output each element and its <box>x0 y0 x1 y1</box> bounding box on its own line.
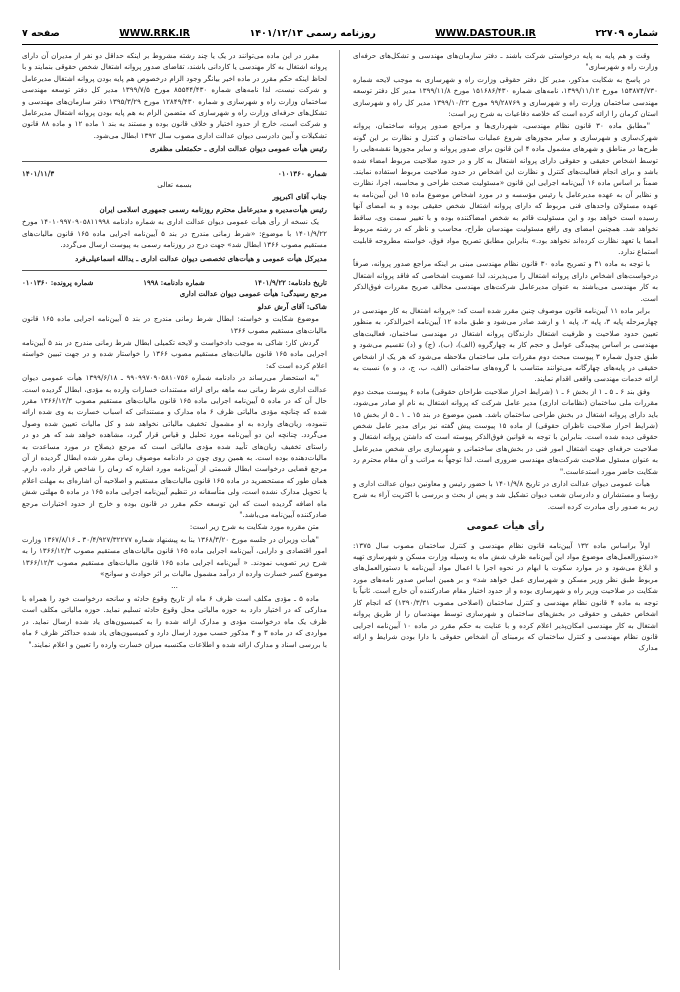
rrk-site-link[interactable]: WWW.RRK.IR <box>119 27 190 39</box>
paragraph: ماده ۵ ـ مؤدی مکلف است ظرف ۶ ماه از تاریخ وقوع حادثه و سانحه درخواست خود را همراه با مدارکی که در اختیار دارد به حوزه مالیاتی محل وقوع حادثه تسلیم نماید. حوزه مالیاتی مکلف است ظرف یک ماه درخواست مؤدی و مدارک ارائه شده را به کمیسیون‌های یاد شده ارسال نماید. در مواردی که در ماده ۳ و ۴ مذکور حسب مورد ارسال دارد و کمیسیون‌های یاد شده حداکثر ظرف ۶ ماه با بررسی اسناد و مدارک ارائه شده و اطلاعات مکتسبه میزان خسارت وارده را تعیین و اعلام نمایند." <box>22 593 327 649</box>
subject: موضوع شکایت و خواسته: ابطال شرط زمانی مندرج در بند ۵ آیین‌نامه اجرایی ماده ۱۶۵ قانون مالیات‌های مستقیم مصوب ۱۳۶۶ <box>22 314 327 335</box>
bismillah: بسمه تعالی <box>157 180 192 190</box>
authority: مرجع رسیدگی: هیأت عمومی دیوان عدالت اداری <box>179 289 327 299</box>
ellipsis: ... <box>171 581 178 591</box>
ruling-date: تاریخ دادنامه: ۱۴۰۱/۹/۲۲ <box>254 277 327 287</box>
letter-reference <box>22 168 327 179</box>
ruling-number: شماره دادنامه: ۱۹۹۸ <box>143 277 205 287</box>
header-rule <box>22 44 658 45</box>
right-column <box>353 50 658 970</box>
complainant: شاکی: آقای آرش عدلو <box>257 301 327 311</box>
paragraph: وقت و هم پایه به پایه درخواستی شرکت باشند ـ دفتر سازمان‌های مهندسی و تشکل‌های حرفه‌ای وزارت راه و شهرسازی" <box>353 51 658 72</box>
paragraph: گردش کار: شاکی به موجب دادخواست و لایحه تکمیلی ابطال شرط زمانی مندرج در بند ۵ آیین‌نامه اجرایی ماده ۱۶۵ قانون مالیات‌های مستقیم مصوب ۱۳۶۶ را خواستار شده و در جهت تبیین خواسته اعلام کرده است که: <box>22 337 327 370</box>
addressee-title: رئیس هیأت‌مدیره و مدیرعامل محترم روزنامه رسمی جمهوری اسلامی ایران <box>99 204 327 214</box>
paragraph: "هیأت وزیران در جلسه مورخ ۱۳۶۸/۳/۲۰ بنا به پیشنهاد شماره ۳۰/۴/۹۲۷/۳۲۲۷۷ ـ ۱۳۶۷/۸/۱۶ وزارت امور اقتصادی و دارایی، آیین‌نامه اجرایی ماده ۱۶۵ قانون مالیات‌های مستقیم مصوب ۱۳۶۶/۱۲/۳ را به شرح زیر تصویب نمودند. « آیین‌نامه اجرایی ماده ۱۶۵ قانون مالیات‌های مستقیم مصوب ۱۳۶۶/۱۲/۳ موضوع کسر خسارت وارده از درآمد مشمول مالیات بر اثر حوادث و سوانح» <box>22 534 327 579</box>
paragraph: وفق بند ۶ ـ ۵ ـ ۱ از بخش ۶ ـ ۱ (شرایط احراز صلاحیت طراحان حقوقی) ماده ۶ پیوست مبحث دوم مقررات ملی ساختمان (نظامات اداری) مدیر عامل شرکت که پروانه اشتغال به نام او صادر می‌شود، باید دارای پروانه اشتغال در بخش طراحی ساختمان باشد. همین موضوع در بند ۱۵ ـ ۱ ـ ۵ از بخش ۱۵ (شرایط احراز صلاحیت ناظران حقوقی) از ماده ۱۵ پیوست پیش گفته نیز برای مدیر عامل شخص حقوقی دیده شده است. بنابراین با توجه به قوانین فوق‌الذکر پیوسته است که داشتن پروانه اشتغال و صلاحیت حرفه‌ای جهت اشتغال امور فنی در بخش‌های ساختمانی و شهرسازی برای شخص مدیرعامل به عنوان مسئول صلاحیت شرکت‌های مهندسی ضروری است. لذا توجهاً به مراتب و آن مقام محترم رد شکایت حاضر مورد استدعاست." <box>353 386 658 476</box>
letter-number: شماره ۰۱۰۱۳۶۰ <box>277 168 327 178</box>
paragraph: متن مقرره مورد شکایت به شرح زیر است: <box>189 522 319 532</box>
ruling-meta <box>22 277 327 288</box>
paragraph: اولاً براساس ماده ۱۳۲ آیین‌نامه قانون نظام مهندسی و کنترل ساختمان مصوب سال ۱۳۷۵: «دستورالعمل‌های موضوع مواد این آیین‌نامه ظرف شش ماه به وسیله وزارت مسکن و شهرسازی تهیه و ابلاغ می‌شود و در موارد سکوت یا ابهام در نحوه اجرا با اعمال مواد آیین‌نامه با دستورالعمل‌های مربوط طبق نظر وزیر مسکن و شهرسازی عمل خواهد شد» و بر همین اساس صدور نامه‌های مورد شکایت در صلاحیت وزیر راه و شهرسازی بوده و از حدود اختیار مقام صادرکننده آن خارج است. ثانیاً با توجه به ماده ۴ قانون نظام مهندسی و کنترل ساختمان (اصلاحی مصوب ۱۳۹۰/۳/۳۱) که انجام کار اشخاص حقیقی و حقوقی در بخش‌های ساختمان و شهرسازی توسط مهندسان را از طریق پروانه اشتغال به کار مهندسی امکان‌پذیر اعلام کرده و با عنایت به حکم مقرر در ماده ۱۰ آیین‌نامه اجرایی قانون نظام مهندسی و کنترل ساختمان که برمبنای آن اشخاص حقوقی با دارا بودن شرایط و ارائه مدارک <box>353 540 658 653</box>
gazette-date: روزنامه رسمی ۱۴۰۱/۱۲/۱۳ <box>249 27 376 39</box>
signature: رئیس هیأت عمومی دیوان عدالت اداری ـ حکمتعلی مظفری <box>149 144 327 154</box>
paragraph: در پاسخ به شکایت مذکور، مدیر کل دفتر حقوقی وزارت راه و شهرسازی به موجب لایحه شماره ۱۵۳۸۷۴/۷۳۰ مورخ ۱۳۹۹/۱۱/۱۲، نامه‌های شماره ۱۵۱۶۸۶/۴۳۰ مورخ ۱۳۹۹/۱۱/۸ مدیر کل دفتر توسعه مهندسی ساختمان وزارت راه و شهرسازی و ۹۹/۲۸۷۶۹ مورخ ۱۳۹۹/۱۰/۲۲ مدیر کل راه و شهرسازی استان کرمان را ارائه کرده است که خلاصه دفاعیات به شرح زیر است: <box>353 74 658 119</box>
section-heading: رأی هیأت عمومی <box>466 522 545 533</box>
signature: مدیرکل هیأت عمومی و هیأت‌های تخصصی دیوان عدالت اداری ـ یدالله اسماعیلی‌فرد <box>75 253 327 263</box>
page-number: صفحه ۷ <box>22 27 60 39</box>
dastour-site-link[interactable]: WWW.DASTOUR.IR <box>435 27 536 39</box>
separator <box>22 161 327 162</box>
paragraph: مقرر در این ماده می‌توانند در یک یا چند رشته مشروط بر اینکه حداقل دو نفر از مدیران آن دارای پروانه اشتغال به کار مهندسی یا کاردانی باشند، تقاضای صدور پروانه اشتغال شخص حقوقی بنمایند و با لحاظ اینکه حکم مقرر در ماده اخیر بیانگر وجود الزام درخصوص هم پایه بودن پروانه اشتغال مدیرعامل و شرکت نیست، لذا نامه‌های شماره ۸۵۵۴۴/۴۳۰ مورخ ۱۳۹۹/۷/۵ مدیر کل دفتر توسعه مهندسی ساختمان وزارت راه و شهرسازی و شماره ۱۲۸۴۹/۴۳۰ مورخ ۱۳۹۵/۳/۲۹ دفتر سازمان‌های مهندسی و تشکل‌های حرفه‌ای وزارت راه و شهرسازی که متضمن الزام به هم پایه بودن پروانه اشتغال مدیرعامل و شرکت است، خارج از حدود اختیار و خلاف قانون بوده و مستند به بند ۱ ماده ۱۲ و ماده ۸۸ قانون تشکیلات و آیین دادرسی دیوان عدالت اداری مصوب سال ۱۳۹۲ ابطال می‌شود. <box>22 51 327 140</box>
paragraph: هیأت عمومی دیوان عدالت اداری در تاریخ ۱۴۰۱/۹/۸ با حضور رئیس و معاونین دیوان عدالت اداری و رؤسا و مستشاران و دادرسان شعب دیوان تشکیل شد و پس از بحث و بررسی با اکثریت آراء به شرح زیر به صدور رأی مبادرت کرده است. <box>353 479 658 511</box>
file-number: شماره پرونده: ۰۱۰۱۳۶۰ <box>22 277 94 287</box>
paragraph: با توجه به ماده ۳۱ و تصریح ماده ۳۰ قانون نظام مهندسی مبنی بر اینکه مراجع صدور پروانه، صرفاً درخواست‌های اشخاص دارای پروانه اشتغال را می‌پذیرند، لذا عضویت اشخاصی که فاقد پروانه اشتغال به کار مهندسی می‌باشند به عنوان مدیرعامل شرکت‌های مهندسی مخالف صریح مقررات فوق‌الذکر است. <box>353 259 658 303</box>
paragraph: یک نسخه از رأی هیأت عمومی دیوان عدالت اداری به شماره دادنامه ۱۴۰۱۰۹۹۷۰۹۰۵۸۱۱۹۹۸ مورخ ۱۴۰۱/۹/۲۲ با موضوع: «شرط زمانی مندرج در بند ۵ آیین‌نامه اجرایی ماده ۱۶۵ قانون مالیات‌های مستقیم مصوب ۱۳۶۶ ابطال شد» جهت درج در روزنامه رسمی به پیوست ارسال می‌گردد. <box>22 217 327 250</box>
separator <box>22 270 327 271</box>
page-header <box>22 24 658 42</box>
letter-date: ۱۴۰۱/۱۱/۳ <box>22 168 55 178</box>
paragraph: "مطابق ماده ۳۰ قانون نظام مهندسی، شهرداری‌ها و مراجع صدور پروانه ساختمان، پروانه شهرک‌سازی و شهرسازی و سایر مجوزهای شروع عملیات ساختمان و کنترل و نظارت بر این گونه طرح‌ها در مناطق و شهرهای مشمول ماده ۴ این قانون برای صدور پروانه و سایر مجوزها نقشه‌هایی را توسط اشخاص حقیقی و حقوقی دارای پروانه اشتغال به کار و در حدود صلاحیت مربوط امضاء شده باشد و برای انجام فعالیت‌های کنترل و نظارت این اشخاص در حدود صلاحیت مربوط استفاده نمایند. ضمناً بر اساس ماده ۱۶ آیین‌نامه اجرایی این قانون «مسئولیت صحت طراحی و محاسبه، اجرا، نظارت و نظایر آن به عهده مدیرعامل یا رئیس مؤسسه و در مورد اشخاص موضوع ماده ۱۵ این آیین‌نامه به عهده مسئولان واحدهای فنی مربوط که دارای پروانه اشتغال شخص حقیقی بوده و به امضای آنها رسیده است خواهد بود و این مسئولیت قائم به شخص امضاکننده بوده و با تغییر سمت وی، ساقط نخواهد شد. همچنین امضای وی رافع مسئولیت مهندسان طراح، محاسب و ناظر که در رشته مربوط امضا یا تعهد نظارت کرده‌اند نخواهد بود.» بنابراین مطابق تصریح مواد فوق، خواسته مطروحه قابلیت استماع ندارد. <box>353 121 658 256</box>
issue-number: شماره ۲۲۷۰۹ <box>595 27 658 39</box>
addressee: جناب آقای اکبرپور <box>272 192 327 202</box>
paragraph: "به استحضار می‌رساند در دادنامه شماره ۹۹۰۹۹۷۰۹۰۵۸۱۰۷۵۶ ـ ۱۳۹۹/۶/۱۸ هیأت عمومی دیوان عدالت اداری شرط زمانی سه ماهه برای ارائه مستندات خسارات وارده به مؤدی، ابطال گردیده است. حال آن که در ماده ۵ آیین‌نامه اجرایی ماده ۱۶۵ قانون مالیات‌های مستقیم مصوب ۱۳۶۶/۱۲/۳ مقرر شده که چنانچه مؤدی مالیاتی ظرف ۶ ماه مدارک و مستنداتی که اسباب خسارت به وی شده ارائه ننموده، زیان‌های وارده به او مشمول تخفیف مالیاتی نخواهد شد و کل مالیات تعیین شده وصول می‌گردد. چنانچه این دو آیین‌نامه مورد تحلیل و قیاس قرار گیرد، مشاهده خواهد شد که هر دو در راستای تخفیف زیان‌های تأیید شده مؤدی مالیاتی است که مرجع ذیصلاح در مورد مساعدت به مالیات‌دهنده بوده است. به همین روی چون در دادنامه موصوف زمان مقرر شده ابطال گردیده از آن مرجع قضایی درخواست ابطال قسمتی از آیین‌نامه مورد اشاره که زمان را شاخص قرار داده، دارم. همان طور که مستحضرید در ماده ۱۶۵ قانون مالیات‌های مستقیم و اصلاحیه آن اشاره‌ای به مهلت اعلام یا تحویل مدارک نشده است، ولی متأسفانه در تنظیم آیین‌نامه اجرایی ماده ۱۶۵ در ماده ۵ مهلتی شش ماه اضافه گردیده است که این توسعه حکم مقرر در قانون بوده و خارج از حدود اختیارات مرجع صادرکننده آیین‌نامه می‌باشد." <box>22 373 327 520</box>
paragraph: برابر ماده ۱۱ آیین‌نامه قانون موصوف چنین مقرر شده است که: «پروانه اشتغال به کار مهندسی در چهارمرحله پایه ۳، پایه ۲، پایه ۱ و ارشد صادر می‌شود و طبق ماده ۱۲ آیین‌نامه اخیرالذکر، به منظور تعیین حدود صلاحیت و ظرفیت اشتغال دارندگان پروانه اشتغال در مهندسی ساختمان، فعالیت‌های مهندسی بر اساس پیچیدگی عوامل و حجم کار به چهارگروه (الف)، (ب)، (ج) و (د) تقسیم می‌شود و طبق جدول شماره ۳ پیوست مبحث دوم مقررات ملی ساختمان ملاحظه می‌شود که هر یک از اشخاص حقیقی در پایه‌های چهارگانه می‌توانند متناسب با گروه‌های ساختمانی (الف، ب، ج، د، و ه) نسبت به ارائه خدمات مهندسی واقعی اقدام نمایند. <box>353 305 658 384</box>
left-column <box>22 50 327 970</box>
column-divider <box>339 50 340 970</box>
